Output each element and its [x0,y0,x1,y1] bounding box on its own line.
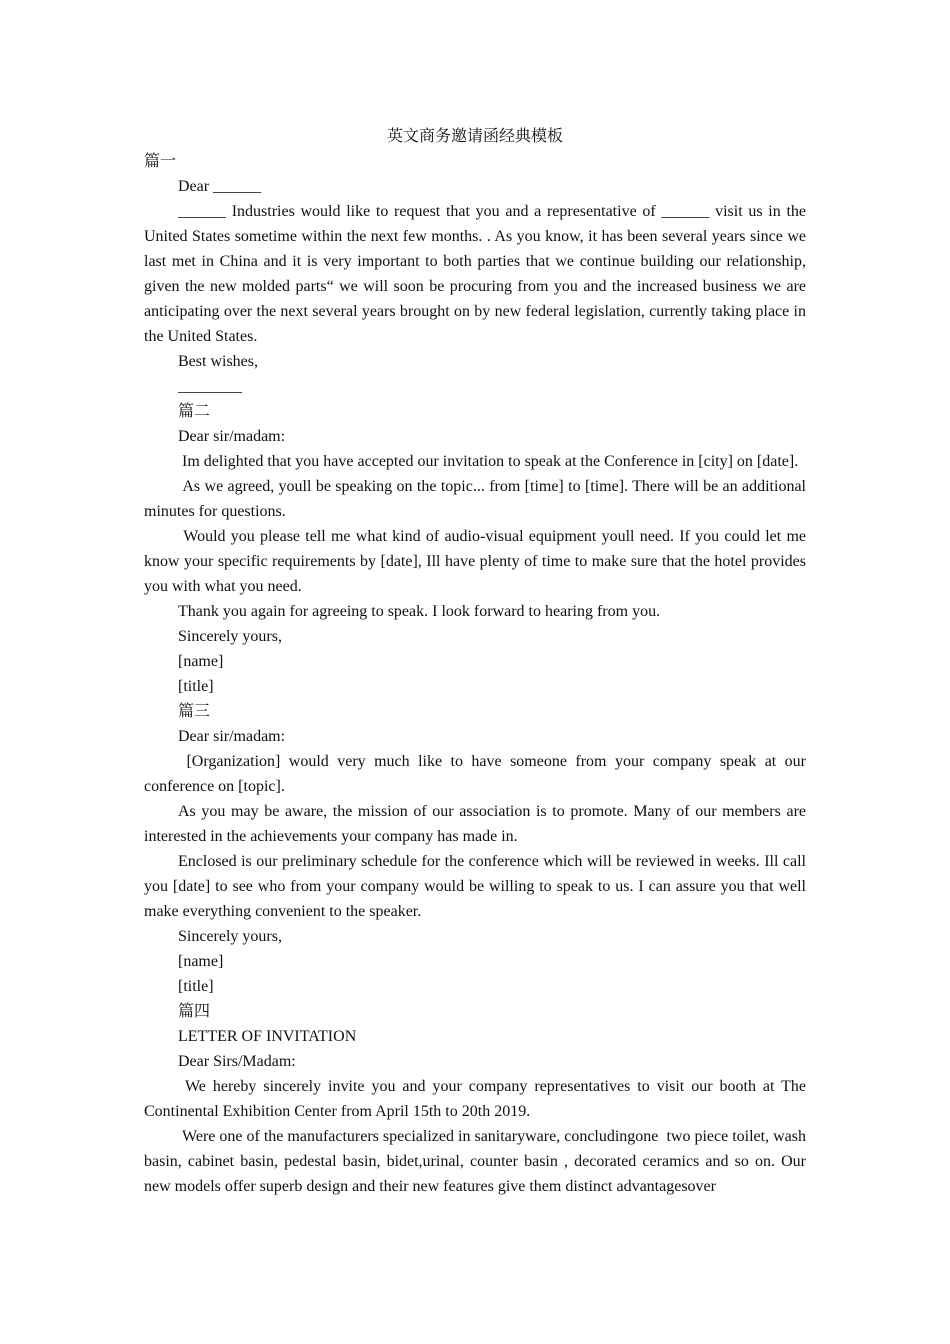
paragraph: Thank you again for agreeing to speak. I look forward to hearing from you. [178,603,661,620]
paragraph: We hereby sincerely invite you and your company representatives to visit our booth at The Continental Exhibition Center from April 15th to 20th 2019. [144,1078,811,1120]
paragraph: Dear sir/madam: [178,728,286,745]
paragraph: Best wishes, [178,353,258,370]
paragraph: Enclosed is our preliminary schedule for the conference which will be reviewed in weeks. Ill call you [date] to see who from your company would be willing to speak to us. I can assure you that well make everything convenient to the speaker. [144,853,806,920]
paragraph: [name] [178,953,224,970]
paragraph: Im delighted that you have accepted our invitation to speak at the Conference in [city] on [date]. [178,453,799,470]
paragraph: 篇二 [178,403,211,420]
paragraph: ________ [178,378,242,395]
paragraph: As you may be aware, the mission of our association is to promote. Many of our members are interested in the achievements your company has made in. [144,803,806,845]
paragraph: Dear ______ [178,178,262,195]
paragraph: ______ Industries would like to request that you and a representative of ______ visit us in the United States sometime within the next few months. . As you know, it has been several years since we last met in China and it is very important to both parties that we continue building our relationship, given the new molded parts“ we will soon be procuring from you and the increased business we are anticipating over the next several years brought on by new federal legislation, currently taking place in the United States. [144,203,806,345]
paragraph: [name] [178,653,224,670]
paragraph: Dear sir/madam: [178,428,286,445]
paragraph: Sincerely yours, [178,928,282,945]
paragraph: 篇四 [178,1003,211,1020]
document-body [144,149,811,1199]
paragraph: Sincerely yours, [178,628,282,645]
paragraph: [Organization] would very much like to have someone from your company speak at our conference on [topic]. [144,753,811,795]
paragraph: 篇三 [178,703,211,720]
paragraph: 篇一 [144,153,177,170]
paragraph: [title] [178,678,214,695]
paragraph: Were one of the manufacturers specialized in sanitaryware, concludingone two piece toilet, wash basin, cabinet basin, pedestal basin, bidet,urinal, counter basin , decorated ceramics and so on. Our new models offer superb design and their new features give them distinct advantagesover [144,1128,811,1195]
paragraph: LETTER OF INVITATION [178,1028,357,1045]
paragraph: As we agreed, youll be speaking on the topic... from [time] to [time]. There will be an additional minutes for questions. [144,478,810,520]
paragraph: Would you please tell me what kind of audio-visual equipment youll need. If you could let me know your specific requirements by [date], Ill have plenty of time to make sure that the hotel provides you with what you need. [144,528,810,595]
paragraph: Dear Sirs/Madam: [178,1053,296,1070]
document-title: 英文商务邀请函经典模板 [386,128,563,145]
paragraph: [title] [178,978,214,995]
